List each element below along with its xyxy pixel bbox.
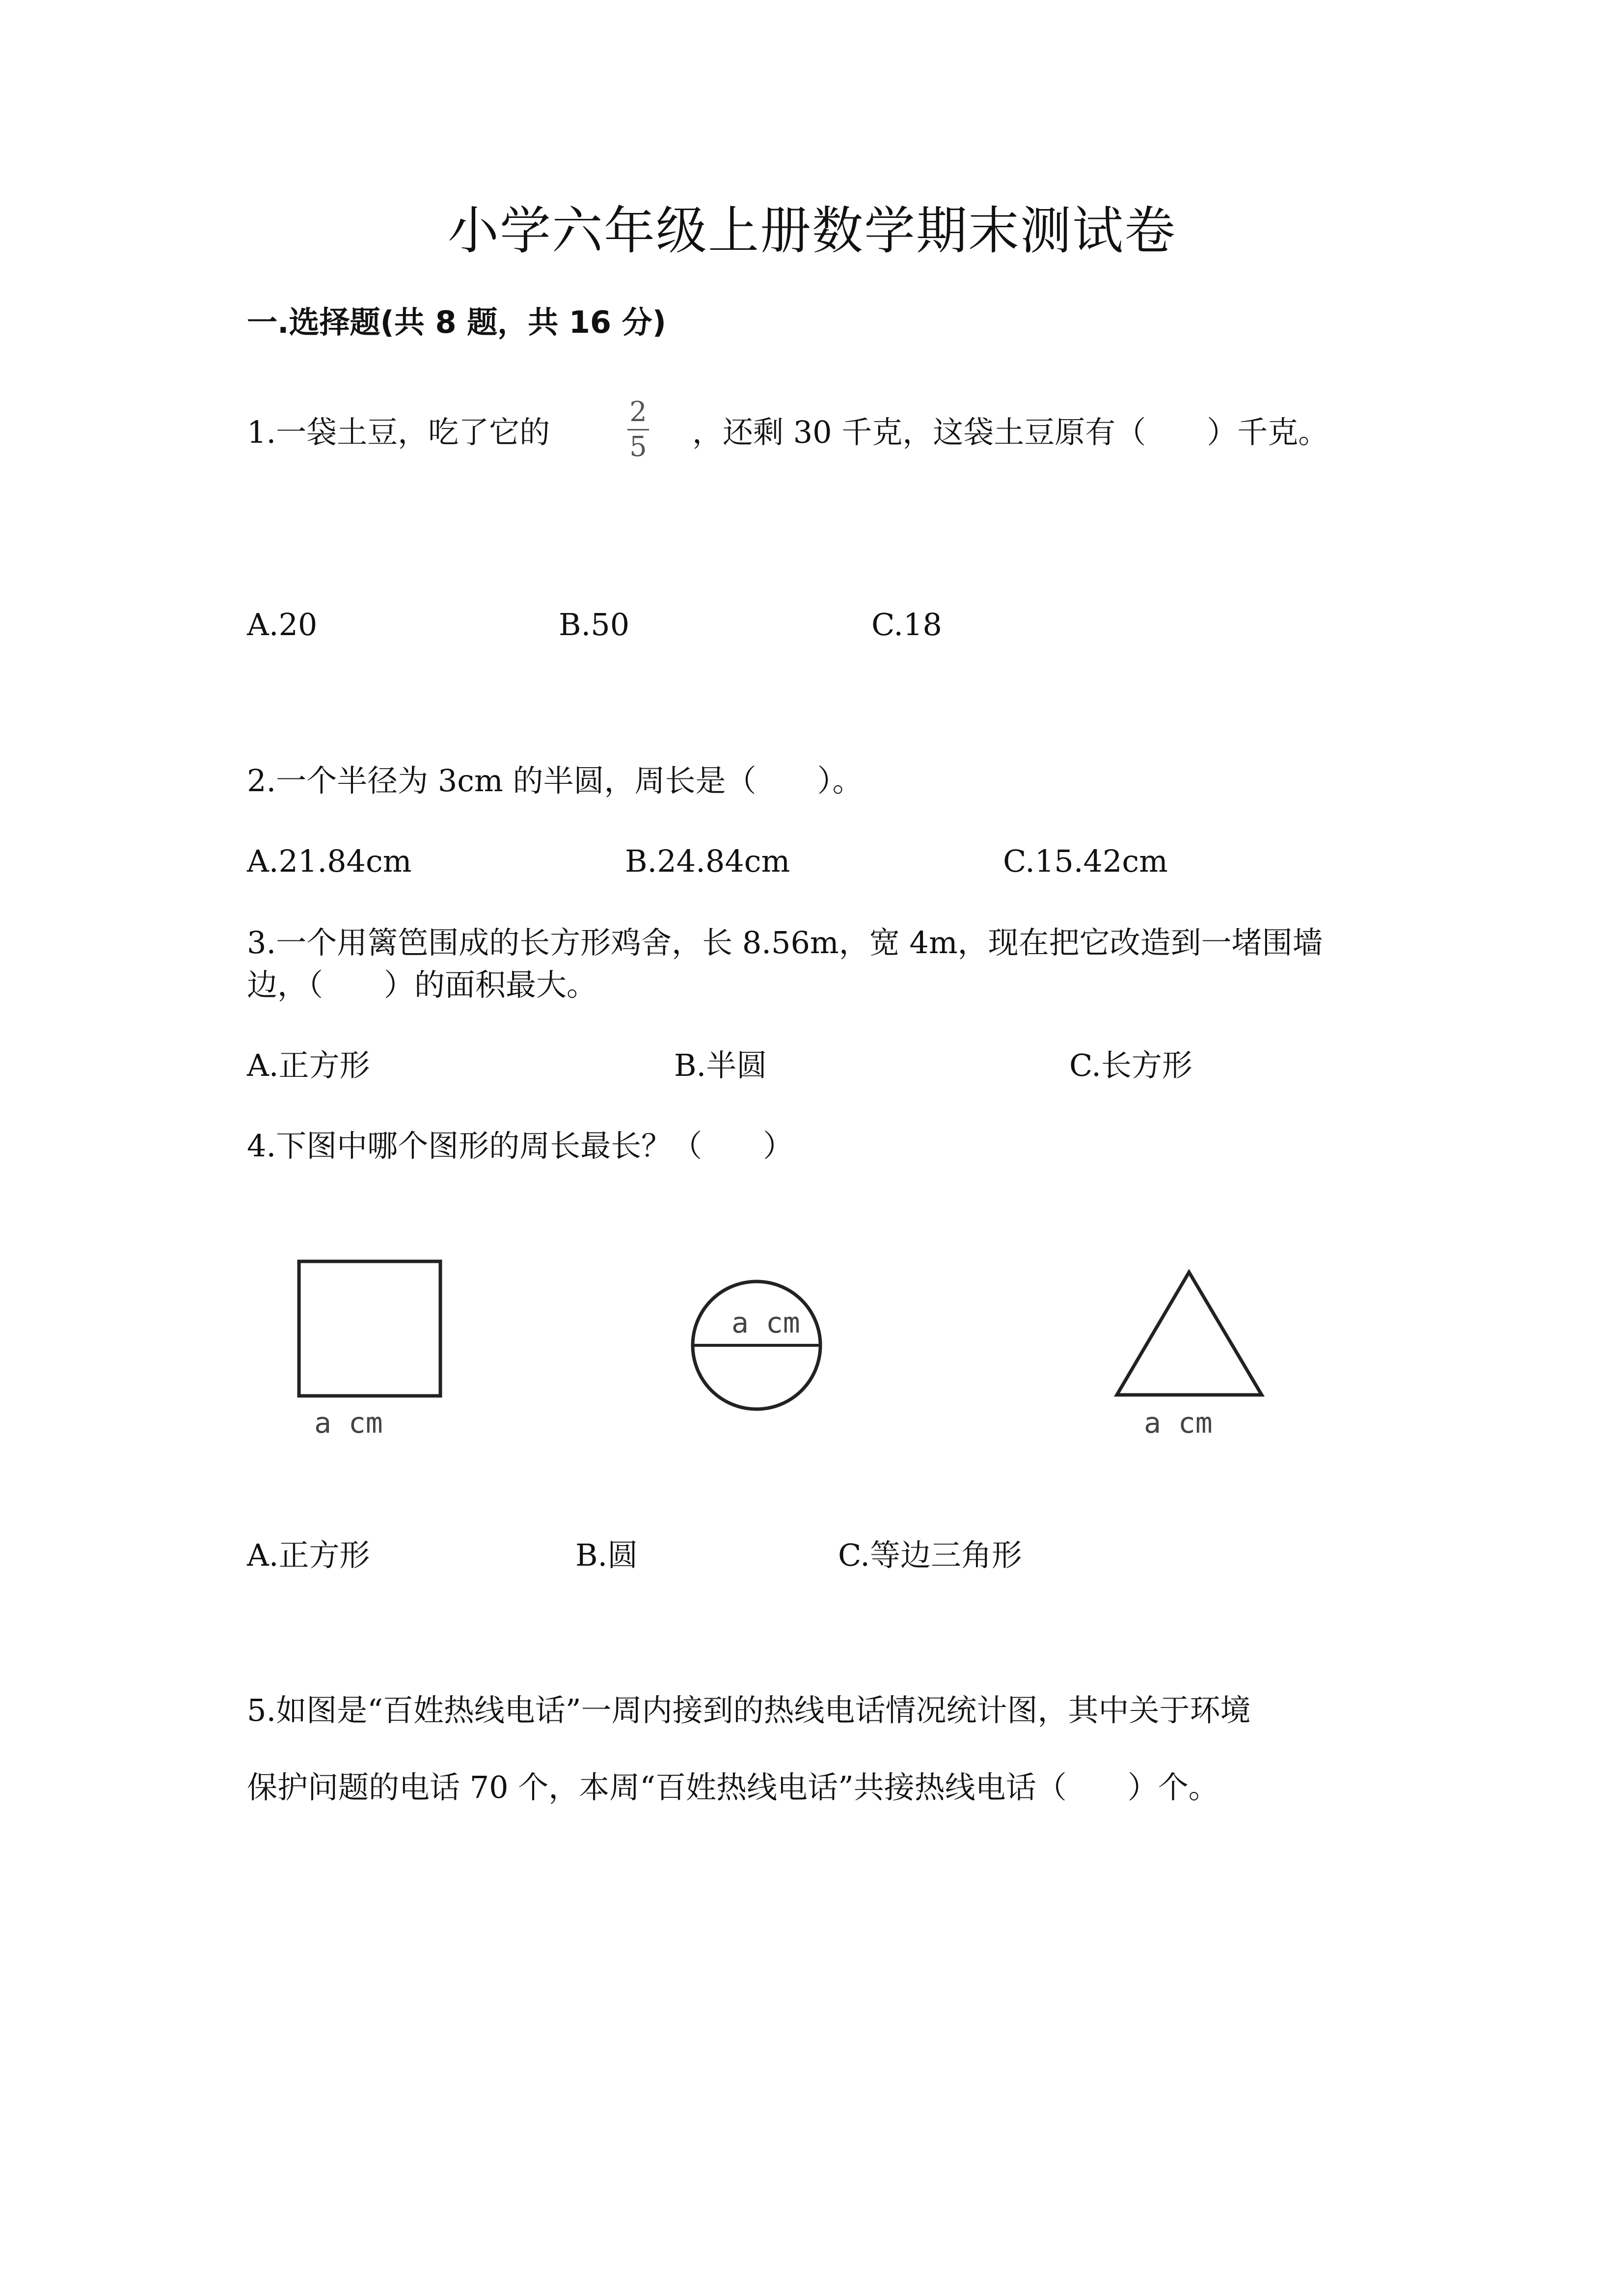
triangle-side-label: a cm xyxy=(1144,1406,1213,1440)
triangle-shape xyxy=(1117,1272,1262,1395)
question-1-stem-start: 1.一袋土豆，吃了它的 xyxy=(247,414,550,450)
fraction-bar xyxy=(627,429,649,430)
page-title: 小学六年级上册数学期末测试卷 xyxy=(447,201,1176,261)
question-1-option-a[interactable]: A.20 xyxy=(247,607,318,642)
circle-diameter-label: a cm xyxy=(731,1306,800,1339)
question-3-stem-line-2: 边，（ ）的面积最大。 xyxy=(247,967,597,1003)
question-1-option-b[interactable]: B.50 xyxy=(559,607,630,642)
question-1-fraction xyxy=(623,397,653,463)
question-3-stem-line-1: 3.一个用篱笆围成的长方形鸡舍，长 8.56m，宽 4m，现在把它改造到一堵围墙 xyxy=(247,925,1323,961)
question-4-stem: 4.下图中哪个图形的周长最长？（ ） xyxy=(247,1128,794,1164)
question-2-option-a[interactable]: A.21.84cm xyxy=(247,843,412,879)
question-3-option-b[interactable]: B.半圆 xyxy=(674,1047,767,1083)
section-heading: 一.选择题(共 8 题，共 16 分) xyxy=(247,304,666,340)
question-1-stem-end: ，还剩 30 千克，这袋土豆原有（ ）千克。 xyxy=(692,414,1329,450)
question-2-stem: 2.一个半径为 3cm 的半圆，周长是（ ）。 xyxy=(247,763,863,799)
question-3-option-c[interactable]: C.长方形 xyxy=(1069,1047,1192,1083)
question-4-option-a[interactable]: A.正方形 xyxy=(247,1537,370,1573)
question-4-figures xyxy=(0,1227,1624,1453)
question-4-option-b[interactable]: B.圆 xyxy=(575,1537,638,1573)
question-1-option-c[interactable]: C.18 xyxy=(871,607,942,642)
square-side-label: a cm xyxy=(314,1406,383,1440)
fraction-denominator: 5 xyxy=(629,431,647,463)
question-4-option-c[interactable]: C.等边三角形 xyxy=(838,1537,1022,1573)
square-shape xyxy=(299,1261,440,1396)
question-5-stem-line-2: 保护问题的电话 70 个，本周“百姓热线电话”共接热线电话（ ）个。 xyxy=(247,1769,1219,1805)
question-2-option-b[interactable]: B.24.84cm xyxy=(625,843,790,879)
question-2-option-c[interactable]: C.15.42cm xyxy=(1003,843,1168,879)
question-3-option-a[interactable]: A.正方形 xyxy=(247,1047,370,1083)
fraction-numerator: 2 xyxy=(629,396,647,428)
question-5-stem-line-1: 5.如图是“百姓热线电话”一周内接到的热线电话情况统计图，其中关于环境 xyxy=(247,1692,1251,1728)
